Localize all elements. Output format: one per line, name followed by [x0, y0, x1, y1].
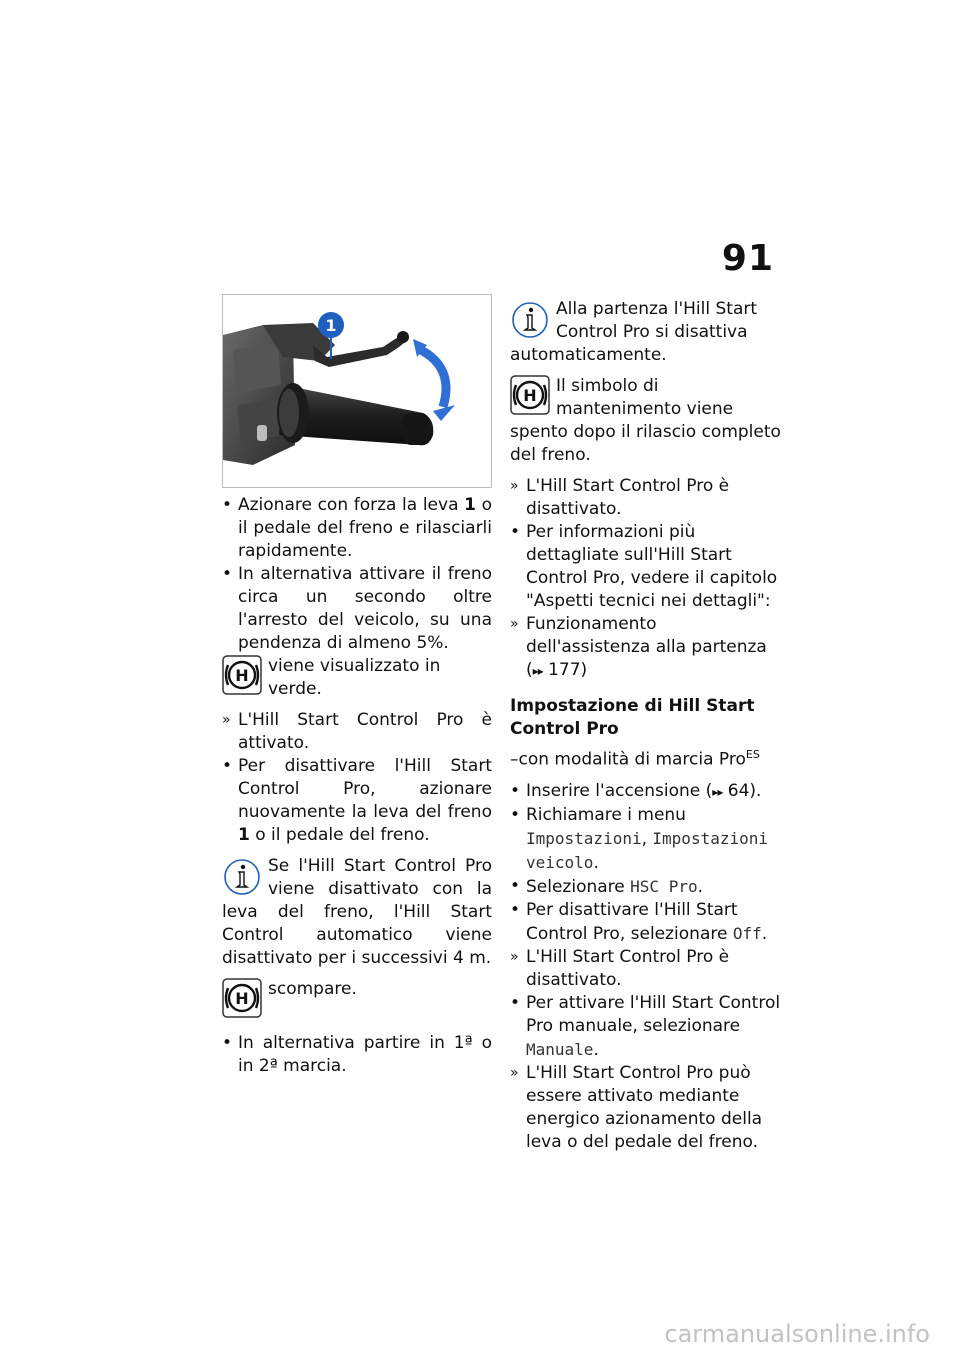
list-item-select-hsc: • Selezionare HSC Pro. — [510, 875, 703, 897]
bullet: • — [510, 804, 521, 825]
list-item-apply-lever: • Azionare con forza la leva 1 o il pedale del freno e rilasciarli rapidamente. — [222, 495, 492, 561]
bullet: • — [510, 522, 521, 542]
result-deactivated-2: » L'Hill Start Control Pro è disattivato. — [510, 946, 730, 990]
page-ref-177[interactable]: 177 — [548, 660, 581, 680]
result-mark: » — [510, 616, 519, 632]
result-activated: » L'Hill Start Control Pro è attivato. — [222, 710, 492, 753]
list-item-select-manual: • Per attivare l'Hill Start Control Pro manuale, selezionare Manuale. — [510, 992, 781, 1060]
result-reference-startup: » Funzionamento dell'assistenza alla partenza (▸▸ 177) — [510, 614, 767, 680]
menu-off: Off — [732, 923, 762, 943]
list-item-alternative-brake: • In alternativa attivare il freno circa un secondo oltre l'arresto del veicolo, su una pendenza di almeno 5%. — [222, 564, 492, 653]
section-heading: Impostazione di Hill Start Control Pro — [510, 696, 755, 739]
lever-ref: 1 — [464, 495, 476, 515]
bullet: • — [222, 756, 233, 776]
bullet: • — [222, 495, 233, 515]
result-mark: » — [510, 478, 519, 494]
note-hold-symbol-off: H Il simbolo di mantenimento viene spento dopo il rilascio completo del freno. — [510, 376, 781, 465]
result-mark: » — [222, 712, 231, 728]
list-item-open-menu: • Richiamare i menu Impostazioni, Impostazioni veicolo. — [510, 804, 768, 873]
list-item-select-off: • Per disattivare l'Hill Start Control Pro, selezionare Off. — [510, 899, 768, 944]
result-mark: » — [510, 1064, 519, 1081]
list-item-gear-start: • In alternativa partire in 1ª o in 2ª marcia. — [222, 1033, 492, 1076]
result-deactivated: » L'Hill Start Control Pro è disattivato. — [510, 476, 730, 519]
lever-ref: 1 — [238, 825, 250, 845]
svg-text:H: H — [235, 989, 249, 1008]
menu-impostazioni: Impostazioni — [526, 828, 642, 848]
page-number: 91 — [721, 238, 774, 279]
bullet: • — [510, 899, 521, 920]
bullet: • — [510, 875, 521, 896]
page-ref-arrow-icon: ▸▸ — [532, 664, 543, 678]
symbol-line-disappears: H scompare. — [222, 978, 492, 1024]
menu-impostazioni-veicolo: Impostazioni veicolo — [526, 828, 768, 872]
note-auto-deactivate: Alla partenza l'Hill Start Control Pro si disattiva automaticamente. — [510, 299, 758, 365]
info-icon — [510, 300, 550, 340]
note-lever-deactivation: Se l'Hill Start Control Pro viene disattivato con la leva del freno, l'Hill Start Control automatico viene disattivato per i successivi 4 m. — [222, 856, 492, 968]
hill-hold-symbol-icon — [510, 375, 550, 415]
list-item-more-info: • Per informazioni più dettagliate sull'Hill Start Control Pro, vedere il capitolo "Aspetti tecnici nei dettagli": — [510, 522, 778, 611]
svg-text:H: H — [235, 666, 249, 685]
bullet: • — [222, 564, 233, 584]
result-manual-activation: » L'Hill Start Control Pro può essere attivato mediante energico azionamento della leva o del pedale del freno. — [510, 1062, 763, 1152]
menu-hsc-pro: HSC Pro — [630, 876, 698, 896]
list-item-ignition: • Inserire l'accensione (▸▸ 64). — [510, 780, 762, 801]
svg-text:H: H — [523, 386, 537, 405]
right-column — [510, 290, 782, 1154]
bullet: • — [510, 992, 521, 1013]
brake-lever-illustration — [223, 295, 491, 487]
page-ref-arrow-icon: ▸▸ — [712, 784, 723, 799]
hill-hold-symbol-icon — [222, 655, 262, 695]
left-column — [222, 294, 492, 1078]
bullet: • — [222, 1033, 233, 1053]
info-icon — [222, 857, 262, 897]
result-mark: » — [510, 948, 519, 965]
menu-manuale: Manuale — [526, 1039, 594, 1059]
watermark: carmanualsonline.info — [664, 1320, 930, 1348]
list-item-deactivate: • Per disattivare l'Hill Start Control Pro, azionare nuovamente la leva del freno 1 o il pedale del freno. — [222, 756, 492, 845]
section-subheading: –con modalità di marcia Pro$^{ES}$ — [510, 748, 760, 770]
brake-lever-figure — [222, 294, 492, 488]
symbol-line-green: H viene visualizzato in verde. — [222, 655, 492, 701]
figure-callout-1: 1 — [325, 316, 337, 335]
page-ref-64[interactable]: 64 — [727, 780, 750, 801]
bullet: • — [510, 780, 521, 801]
option-sup-es: ES — [745, 748, 760, 761]
hill-hold-symbol-icon — [222, 978, 262, 1018]
